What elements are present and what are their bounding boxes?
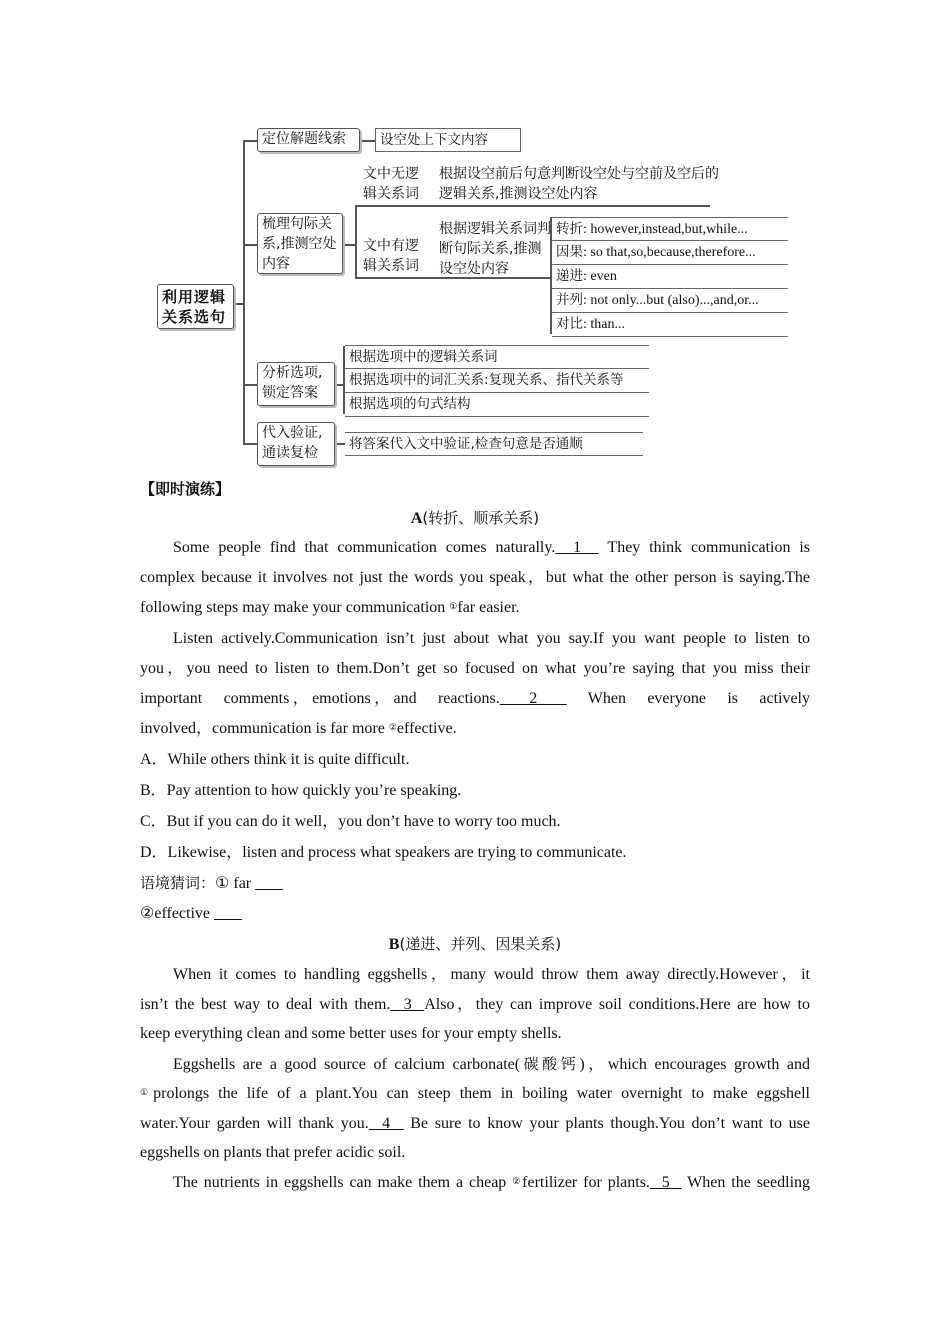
- item-text: 将答案代入文中验证,检查句意是否通顺: [349, 436, 583, 452]
- a-paragraph-1-line-1: [140, 533, 810, 563]
- option-item-1: [345, 345, 649, 369]
- b-mark-2: ②: [512, 1176, 523, 1186]
- mark-2: ②: [388, 722, 397, 732]
- practice-heading: [140, 474, 230, 505]
- text: Be sure to know your plants though.You don’t want to use: [403, 1115, 810, 1132]
- guess-line-1: [140, 868, 283, 899]
- a-paragraph-2-line-2: you，you need to listen to them.Don’t get so focused on what you’re saying that you miss their: [140, 660, 811, 677]
- b-paragraph-2-line-4: eggshells on plants that prefer acidic soil.: [140, 1144, 406, 1161]
- text: prolongs the life of a plant.You can steep them in boiling water overnight to make eggshell: [153, 1085, 810, 1102]
- sub-logic-words: 文中有逻辑关系词: [363, 238, 419, 274]
- heading-text: 【即时演练】: [140, 480, 231, 498]
- text: When the seedling: [681, 1174, 811, 1191]
- text: The nutrients in eggshells can make them a cheap: [173, 1174, 513, 1191]
- relation-parallel: [552, 289, 788, 313]
- relation-type: 转折: [556, 221, 583, 237]
- b-mark-1: ①: [140, 1087, 154, 1097]
- relation-progressive: [552, 265, 788, 289]
- a-paragraph-2-line-4: [140, 714, 457, 744]
- b-paragraph-1-line-3: keep everything clean and some better uses for your empty shells.: [140, 1025, 562, 1042]
- text: Some people find that communication comes naturally.: [173, 539, 556, 556]
- text: involved，communication is far more: [140, 720, 389, 737]
- option-item-3: [345, 393, 649, 417]
- text: water.Your garden will thank you.: [140, 1115, 369, 1132]
- guess-line-2: [140, 899, 242, 929]
- sub-no-logic-words: 文中无逻辑关系词: [363, 166, 419, 202]
- branch-locate-item: [375, 128, 521, 152]
- branch-analyze-options: 分析选项,锁定答案: [257, 362, 335, 406]
- title-rest: (转折、顺承关系): [422, 509, 540, 527]
- relation-cause: [552, 241, 788, 265]
- text: important comments，emotions，and reactions.: [140, 690, 500, 707]
- option-b: B．Pay attention to how quickly you’re speaking.: [140, 782, 462, 799]
- item-text: 根据选项中的逻辑关系词: [349, 349, 498, 365]
- text: They think communication is: [598, 539, 811, 556]
- option-d: D．Likewise，listen and process what speakers are trying to communicate.: [140, 844, 627, 861]
- relation-type: 对比: [556, 316, 583, 332]
- blank-5[interactable]: 5: [649, 1174, 682, 1191]
- relation-words: : even: [583, 269, 617, 284]
- b-paragraph-2-line-3: [140, 1109, 810, 1139]
- passage-a-title: [140, 503, 810, 534]
- text: following steps may make your communication: [140, 599, 450, 616]
- a-paragraph-2-line-3: [140, 684, 810, 714]
- text: fertilizer for plants.: [522, 1174, 650, 1191]
- item-text: 根据选项的句式结构: [349, 396, 471, 412]
- guess-label: 语境猜词：: [140, 874, 216, 892]
- relation-words: : however,instead,but,while...: [583, 222, 748, 237]
- a-paragraph-1-line-2: complex because it involves not just the words you speak，but what the other person is saying.The: [140, 569, 810, 586]
- guess-word-1: ① far: [215, 875, 252, 892]
- text: Eggshells are a good source of calcium carbonate(: [173, 1056, 521, 1073]
- item-text: 设空处上下文内容: [380, 132, 488, 148]
- blank-3[interactable]: 3: [390, 996, 425, 1013]
- blank-1[interactable]: 1: [555, 539, 599, 556]
- item-text: 根据选项中的词汇关系:复现关系、指代关系等: [349, 372, 624, 388]
- mark-1: ①: [449, 601, 458, 611]
- relation-words: : than...: [583, 317, 625, 332]
- sub-no-logic-desc: 根据设空前后句意判断设空处与空前及空后的逻辑关系,推测设空处内容: [439, 166, 719, 202]
- option-item-2: [345, 369, 649, 393]
- text: effective.: [396, 720, 457, 737]
- branch-verify: 代入验证,通读复检: [257, 422, 335, 466]
- blank-2[interactable]: 2: [499, 690, 567, 707]
- title-rest: (递进、并列、因果关系): [399, 935, 562, 953]
- option-a: A．While others think it is quite difficult.: [140, 751, 410, 768]
- b-paragraph-3-line-1: [140, 1168, 810, 1198]
- relation-words: : so that,so,because,therefore...: [583, 245, 756, 260]
- chinese-gloss: 碳酸钙: [520, 1055, 580, 1073]
- option-c: C．But if you can do it well，you don’t have to worry too much.: [140, 813, 561, 830]
- title-letter: A: [410, 510, 423, 527]
- text: isn’t the best way to deal with them.: [140, 996, 391, 1013]
- relation-words: : not only...but (also)...,and,or...: [583, 293, 759, 308]
- guess-blank-1[interactable]: [255, 875, 283, 892]
- text: When everyone is actively: [566, 690, 811, 707]
- guess-word-2: ②effective: [140, 905, 211, 922]
- b-paragraph-1-line-1: When it comes to handling eggshells，many would throw them away directly.However，it: [173, 966, 810, 983]
- mind-map-root: 利用逻辑关系选句: [157, 284, 234, 329]
- relation-type: 因果: [556, 244, 583, 260]
- text: far easier.: [457, 599, 520, 616]
- title-letter: B: [388, 936, 400, 953]
- blank-4[interactable]: 4: [368, 1115, 404, 1132]
- relation-contrast: [552, 313, 788, 337]
- sub-logic-desc: 根据逻辑关系词判断句际关系,推测设空处内容: [439, 221, 551, 277]
- guess-blank-2[interactable]: [214, 905, 242, 922]
- branch-sort-relations: 梳理句际关系,推测空处内容: [257, 213, 343, 274]
- b-paragraph-2-line-2: [140, 1079, 810, 1109]
- b-paragraph-1-line-2: [140, 990, 810, 1020]
- a-paragraph-1-line-3: [140, 593, 520, 623]
- relation-turn: [552, 217, 788, 241]
- text: )，which encourages growth and: [579, 1056, 810, 1073]
- relation-type: 递进: [556, 268, 583, 284]
- b-paragraph-2-line-1: [140, 1049, 810, 1080]
- text: Also，they can improve soil conditions.Here are how to: [424, 996, 810, 1013]
- passage-b-title: [140, 929, 810, 960]
- verify-item: [345, 432, 643, 456]
- branch-locate-clues: 定位解题线索: [257, 128, 360, 152]
- relation-type: 并列: [556, 292, 583, 308]
- a-paragraph-2-line-1: Listen actively.Communication isn’t just about what you say.If you want people to listen to: [173, 630, 810, 647]
